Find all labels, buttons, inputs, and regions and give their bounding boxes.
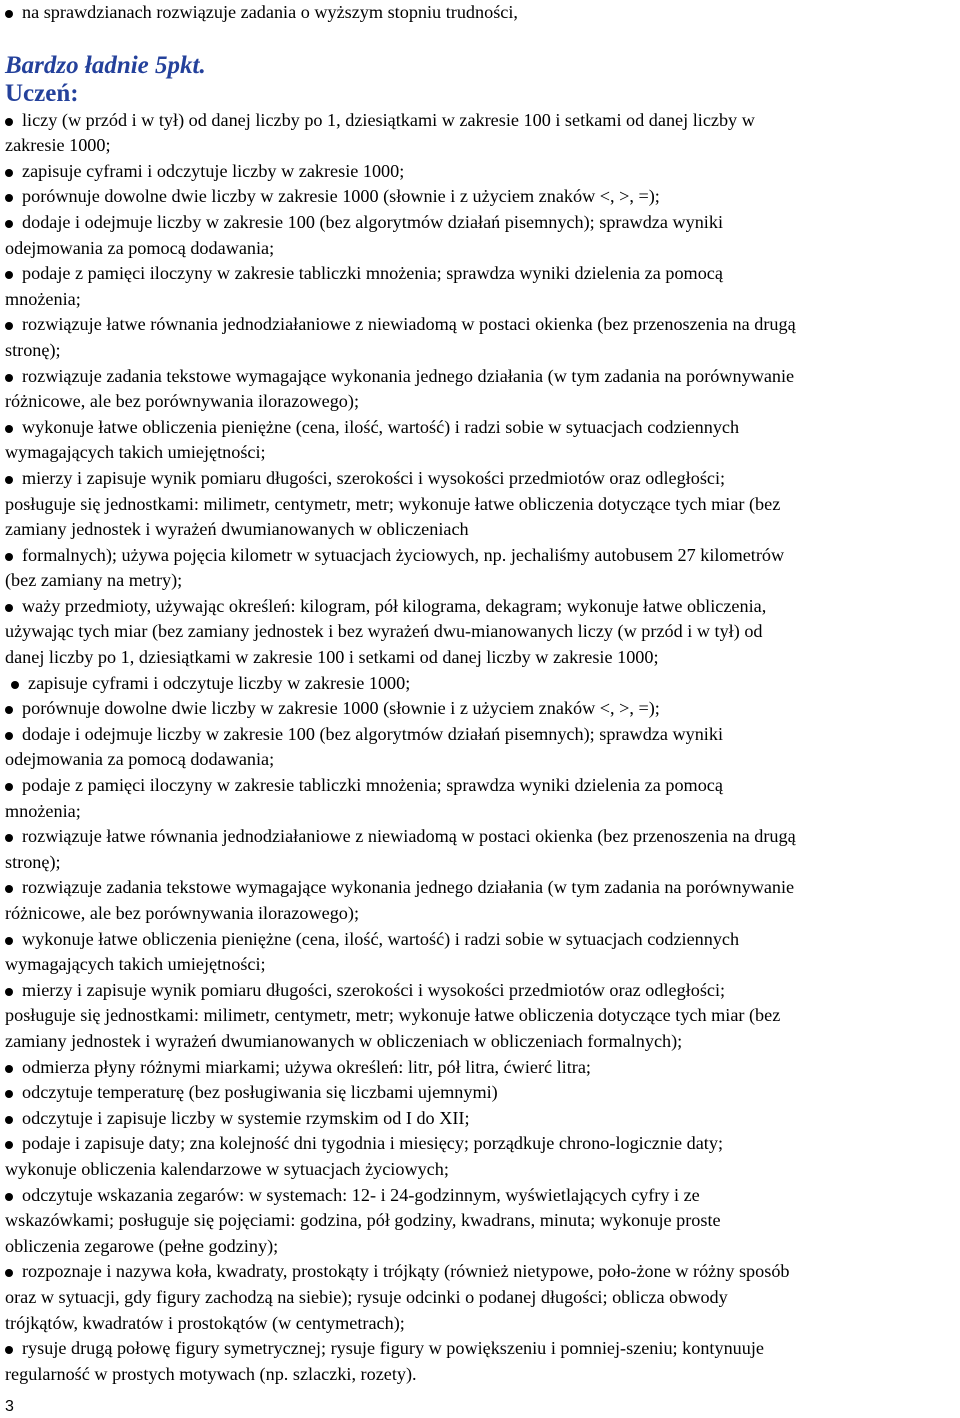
list-item: zapisuje cyframi i odczytuje liczby w zakresie 1000; bbox=[0, 159, 960, 185]
list-item-continuation: trójkątów, kwadratów i prostokątów (w centymetrach); bbox=[5, 1312, 405, 1333]
list-item: odczytuje wskazania zegarów: w systemach: 12- i 24-godzinnym, wyświetlających cyfry i ze bbox=[0, 1183, 960, 1209]
list-item-continuation: posługuje się jednostkami: milimetr, centymetr, metr; wykonuje łatwe obliczenia dotyczące tych miar (bez bbox=[5, 493, 781, 514]
list-item-continuation: regularność w prostych motywach (np. szlaczki, rozety). bbox=[5, 1363, 417, 1384]
section-subheading: Uczeń: bbox=[5, 79, 79, 107]
list-item-continuation: stronę); bbox=[5, 851, 61, 872]
list-item-continuation: danej liczby po 1, dziesiątkami w zakresie 100 i setkami od danej liczby w zakresie 1000; bbox=[5, 647, 659, 668]
list-item-continuation: stronę); bbox=[5, 339, 61, 360]
list-item: mierzy i zapisuje wynik pomiaru długości, szerokości i wysokości przedmiotów oraz odległości; bbox=[0, 466, 960, 492]
list-item-continuation: mnożenia; bbox=[5, 800, 81, 821]
section-heading: Bardzo ładnie 5pkt. bbox=[5, 51, 206, 79]
list-item: liczy (w przód i w tył) od danej liczby po 1, dziesiątkami w zakresie 100 i setkami od danej liczby w bbox=[0, 108, 960, 134]
list-item-continuation: (bez zamiany na metry); bbox=[5, 570, 183, 591]
spacer bbox=[0, 26, 960, 52]
list-item: rozwiązuje zadania tekstowe wymagające wykonania jednego działania (w tym zadania na porównywanie bbox=[0, 364, 960, 390]
list-item-continuation: zamiany jednostek i wyrażeń dwumianowanych w obliczeniach w obliczeniach formalnych); bbox=[5, 1030, 683, 1051]
list-item: odczytuje temperaturę (bez posługiwania się liczbami ujemnymi) bbox=[0, 1080, 960, 1106]
list-item: wykonuje łatwe obliczenia pieniężne (cena, ilość, wartość) i radzi sobie w sytuacjach codziennych bbox=[0, 927, 960, 953]
list-item: rozwiązuje łatwe równania jednodziałaniowe z niewiadomą w postaci okienka (bez przenoszenia na drugą bbox=[0, 312, 960, 338]
list-item-continuation: zamiany jednostek i wyrażeń dwumianowanych w obliczeniach bbox=[5, 519, 469, 540]
list-item-continuation: różnicowe, ale bez porównywania ilorazowego); bbox=[5, 391, 359, 412]
list-item-continuation: obliczenia zegarowe (pełne godziny); bbox=[5, 1235, 279, 1256]
list-item: mierzy i zapisuje wynik pomiaru długości, szerokości i wysokości przedmiotów oraz odległości; bbox=[0, 978, 960, 1004]
list-item-continuation: różnicowe, ale bez porównywania ilorazowego); bbox=[5, 903, 359, 923]
list-item: podaje z pamięci iloczyny w zakresie tabliczki mnożenia; sprawdza wyniki dzielenia za pomocą bbox=[0, 773, 960, 799]
list-item: rozwiązuje łatwe równania jednodziałaniowe z niewiadomą w postaci okienka (bez przenoszenia na drugą bbox=[0, 824, 960, 850]
list-item-continuation: wskazówkami; posługuje się pojęciami: godzina, pół godziny, kwadrans, minuta; wykonuje proste bbox=[5, 1210, 721, 1231]
list-item-continuation: wykonuje obliczenia kalendarzowe w sytuacjach życiowych; bbox=[5, 1158, 449, 1179]
list-item-continuation: wymagających takich umiejętności; bbox=[5, 442, 266, 463]
list-item-continuation: zakresie 1000; bbox=[5, 135, 111, 156]
list-item-continuation: odejmowania za pomocą dodawania; bbox=[5, 237, 275, 258]
list-item-continuation: odejmowania za pomocą dodawania; bbox=[5, 749, 275, 770]
list-item: odmierza płyny różnymi miarkami; używa określeń: litr, pół litra, ćwierć litra; bbox=[0, 1055, 960, 1081]
list-item-continuation: mnożenia; bbox=[5, 288, 81, 309]
list-item: dodaje i odejmuje liczby w zakresie 100 (bez algorytmów działań pisemnych); sprawdza wyniki bbox=[0, 722, 960, 748]
list-item: rysuje drugą połowę figury symetrycznej; rysuje figury w powiększeniu i pomniej-szeniu; kontynuuje bbox=[0, 1336, 960, 1362]
list-item: zapisuje cyframi i odczytuje liczby w zakresie 1000; bbox=[0, 671, 960, 697]
list-item: rozwiązuje zadania tekstowe wymagające wykonania jednego działania (w tym zadania na porównywanie bbox=[0, 875, 960, 901]
criteria-list bbox=[0, 108, 960, 1388]
list-item: porównuje dowolne dwie liczby w zakresie 1000 (słownie i z użyciem znaków <, >, =); bbox=[0, 184, 960, 210]
list-item-continuation: wymagających takich umiejętności; bbox=[5, 954, 266, 975]
list-item: rozpoznaje i nazywa koła, kwadraty, prostokąty i trójkąty (również nietypowe, poło-żone w różny sposób bbox=[0, 1259, 960, 1285]
list-item: na sprawdzianach rozwiązuje zadania o wyższym stopniu trudności, bbox=[0, 0, 960, 26]
list-item: porównuje dowolne dwie liczby w zakresie 1000 (słownie i z użyciem znaków <, >, =); bbox=[0, 696, 960, 722]
list-item: podaje z pamięci iloczyny w zakresie tabliczki mnożenia; sprawdza wyniki dzielenia za pomocą bbox=[0, 261, 960, 287]
list-item: dodaje i odejmuje liczby w zakresie 100 (bez algorytmów działań pisemnych); sprawdza wyniki bbox=[0, 210, 960, 236]
page-number: 3 bbox=[5, 1398, 14, 1415]
list-item-continuation: posługuje się jednostkami: milimetr, centymetr, metr; wykonuje łatwe obliczenia dotyczące tych miar (bez bbox=[5, 1005, 781, 1026]
list-item: formalnych); używa pojęcia kilometr w sytuacjach życiowych, np. jechaliśmy autobusem 27 kilometrów bbox=[0, 543, 960, 569]
list-item: podaje i zapisuje daty; zna kolejność dni tygodnia i miesięcy; porządkuje chrono-logicznie daty; bbox=[0, 1131, 960, 1157]
list-item-continuation: oraz w sytuacji, gdy figury zachodzą na siebie); rysuje odcinki o podanej długości; oblicza obwody bbox=[5, 1286, 728, 1307]
list-item: odczytuje i zapisuje liczby w systemie rzymskim od I do XII; bbox=[0, 1106, 960, 1132]
list-item: wykonuje łatwe obliczenia pieniężne (cena, ilość, wartość) i radzi sobie w sytuacjach codziennych bbox=[0, 415, 960, 441]
list-item-continuation: używając tych miar (bez zamiany jednostek i bez wyrażeń dwu-mianowanych liczy (w przód i w tył) od bbox=[5, 621, 763, 642]
list-item: waży przedmioty, używając określeń: kilogram, pół kilograma, dekagram; wykonuje łatwe obliczenia, bbox=[0, 594, 960, 620]
